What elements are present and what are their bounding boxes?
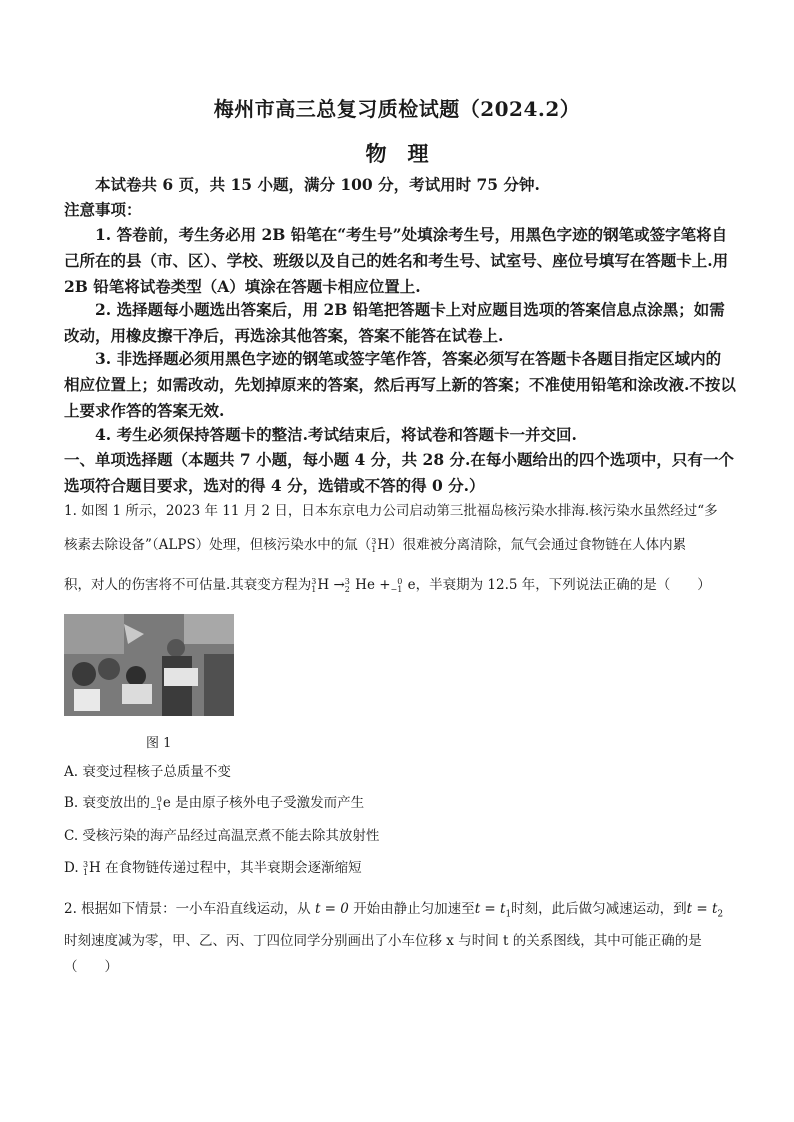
notice-item-3: 3. 非选择题必须用黑色字迹的钢笔或签字笔作答，答案必须写在答题卡各题目指定区域内的相应位置上；如需改动，先划掉原来的答案，然后再写上新的答案；不准使用铅笔和涂改液.不按以上要求作答的答案无效.	[64, 349, 736, 420]
tritium-isotope-label-d: 3 1	[82, 859, 89, 877]
q1-line2-text-b: H）很难被分离清除，氚气会通过食物链在人体内累	[377, 537, 687, 553]
notice-item-2: 2. 选择题每小题选出答案后，用 2B 铅笔把答题卡上对应题目选项的答案信息点涂黑；如需改动，用橡皮擦干净后，再选涂其他答案，答案不能答在试卷上.	[64, 300, 725, 345]
q1-option-d-text-b: H 在食物链传递过程中，其半衰期会逐渐缩短	[89, 860, 362, 876]
q2-line3: （ ）	[64, 959, 118, 975]
q2-t2: t = t	[686, 901, 718, 917]
electron-label: 0 −1	[150, 794, 162, 812]
q1-option-d	[64, 856, 362, 877]
q1-option-a: A. 衰变过程核子总质量不变	[64, 764, 231, 780]
q2-t1: t = t	[474, 901, 506, 917]
exam-title: 梅州市高三总复习质检试题（2024.2）	[213, 97, 581, 121]
q2-t0: t = 0	[314, 901, 349, 917]
q2-line1-text-a: 2. 根据如下情景：一小车沿直线运动，从	[64, 901, 311, 917]
q1-option-c: C. 受核污染的海产品经过高温烹煮不能去除其放射性	[64, 828, 380, 844]
notice-item-1: 1. 答卷前，考生务必用 2B 铅笔在“考生号”处填涂考生号，用黑色字迹的钢笔或签字笔将自己所在的县（市、区）、学校、班级以及自己的姓名和考生号、试室号、座位号填写在答题卡上.用 2B 铅笔将试卷类型（A）填涂在答题卡相应位置上.	[64, 225, 729, 296]
q1-line1: 1. 如图 1 所示，2023 年 11 月 2 日，日本东京电力公司启动第三批福岛核污染水排海.核污染水虽然经过“多	[64, 503, 718, 519]
q1-line3-text-a: 积，对人的伤害将不可估量.其衰变方程为	[64, 577, 312, 593]
notice-title: 注意事项：	[64, 200, 142, 219]
q1-option-b-text-b: e 是由原子核外电子受激发而产生	[162, 795, 365, 811]
q1-line2-text-a: 核素去除设备”（ALPS）处理，但核污染水中的氚（	[64, 537, 372, 553]
q1-line3-text-b: ，半衰期为 12.5 年，下列说法正确的是（ ）	[415, 577, 711, 593]
fukushima-protest-photo	[64, 614, 234, 716]
q1-line3	[64, 568, 736, 602]
decay-equation: 3 1 H → 3 2 He + 0 −1 e	[311, 576, 416, 594]
q1-option-b-text-a: B. 衰变放出的	[64, 795, 151, 811]
section1-heading: 一、单项选择题（本题共 7 小题，每小题 4 分，共 28 分.在每小题给出的四个选项中，只有一个选项符合题目要求，选对的得 4 分，选错或不答的得 0 分.）	[64, 450, 734, 495]
q1-option-d-text-a: D.	[64, 860, 83, 876]
q1-option-b	[64, 791, 364, 812]
exam-info-line: 本试卷共 6 页，共 15 小题，满分 100 分，考试用时 75 分钟.	[95, 175, 540, 194]
q2-line1: 2. 根据如下情景：一小车沿直线运动，从 t = 0 开始由静止匀加速至$t = t_1$时刻，此后做匀减速运动，到$t = t_2$	[64, 901, 724, 920]
figure-1-caption: 图 1	[146, 736, 172, 751]
tritium-isotope-label: 3 1	[371, 536, 377, 554]
q2-line1-text-b: 开始由静止匀加速至	[353, 901, 475, 917]
q2-line2: 时刻速度减为零，甲、乙、丙、丁四位同学分别画出了小车位移 x 与时间 t 的关系图线，其中可能正确的是	[64, 933, 702, 949]
exam-subject: 物 理	[365, 141, 429, 166]
q2-line1-text-c: 时刻，此后做匀减速运动，到	[511, 901, 687, 917]
notice-item-4: 4. 考生必须保持答题卡的整洁.考试结束后，将试卷和答题卡一并交回.	[95, 425, 577, 444]
q1-line2	[64, 528, 736, 562]
